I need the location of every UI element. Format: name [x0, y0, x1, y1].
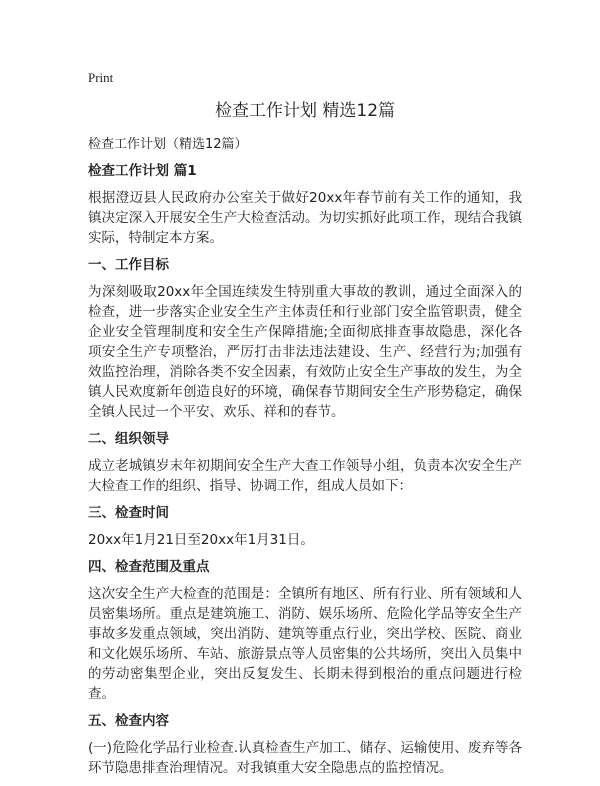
- section-heading: 三、检查时间: [88, 505, 169, 521]
- intro-paragraph: 根据澄迈县人民政府办公室关于做好20xx年春节前有关工作的通知，我镇决定深入开展安全生产大检查活动。为切实抓好此项工作，现结合我镇实际，特制定本方案。: [88, 190, 522, 246]
- section-paragraph: 为深刻吸取20xx年全国连续发生特别重大事故的教训，通过全面深入的检查，进一步落实企业安全生产主体责任和行业部门安全监管职责，健全企业安全管理制度和安全生产保障措施;全面彻底排查事故隐患，深化各项安全生产专项整治，严厉打击非法违法建设、生产、经营行为;加强有效监控治理，消除各类不安全因素，有效防止安全生产事故的发生，为全镇人民欢度新年创造良好的环境，确保春节期间安全生产形势稳定，确保全镇人民过一个平安、欢乐、祥和的春节。: [88, 284, 522, 420]
- section-heading: 一、工作目标: [88, 257, 169, 273]
- section-paragraph: (一)危险化学品行业检查.认真检查生产加工、储存、运输使用、废弃等各环节隐患排查治理情况。对我镇重大安全隐患点的监控情况。: [88, 740, 522, 776]
- section-heading: 四、检查范围及重点: [88, 559, 210, 575]
- document-subtitle: 检查工作计划（精选12篇）: [88, 137, 248, 152]
- section-paragraph: 成立老城镇岁末年初期间安全生产大查工作领导小组，负责本次安全生产大检查工作的组织、指导、协调工作，组成人员如下：: [88, 458, 522, 494]
- section-paragraph: 这次安全生产大检查的范围是：全镇所有地区、所有行业、所有领域和人员密集场所。重点是建筑施工、消防、娱乐场所、危险化学品等安全生产事故多发重点领域，突出消防、建筑等重点行业，突出学校、医院、商业和文化娱乐场所、车站、旅游景点等人员密集的公共场所，突出入员集中的劳动密集型企业，突出反复发生、长期未得到根治的重点问题进行检查。: [88, 586, 522, 702]
- section-paragraph: 20xx年1月21日至20xx年1月31日。: [88, 532, 314, 548]
- print-link[interactable]: Print: [88, 70, 114, 85]
- article-heading: 检查工作计划 篇1: [88, 163, 197, 179]
- section-heading: 二、组织领导: [88, 431, 169, 447]
- document-title: 检查工作计划 精选12篇: [214, 101, 396, 121]
- document-page: [88, 70, 522, 786]
- section-heading: 五、检查内容: [88, 713, 169, 729]
